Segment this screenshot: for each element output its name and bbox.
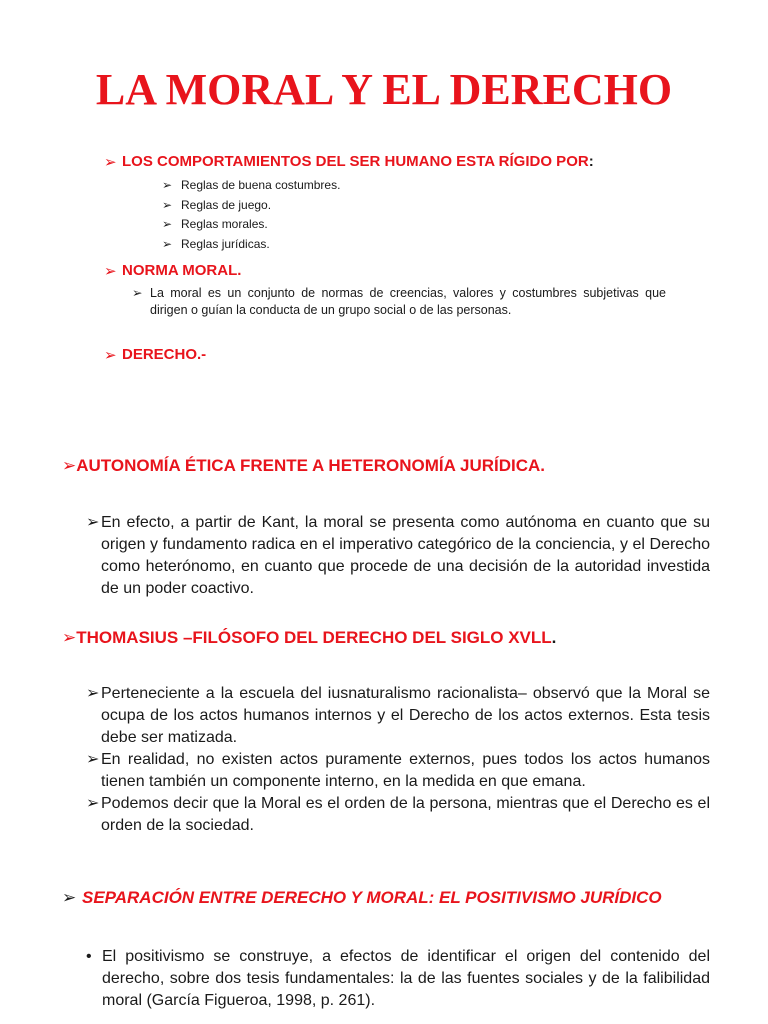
list-item	[162, 217, 340, 237]
paragraph-text: La moral es un conjunto de normas de creencias, valores y costumbres subjetivas que dirigen o guían la conducta de un grupo social o de las personas.	[150, 286, 666, 317]
list-item-text: Reglas de juego.	[181, 197, 272, 212]
list-item-text: En realidad, no existen actos puramente externos, pues todos los actos humanos tienen también un componente interno, en la medida en que emana.	[101, 751, 710, 790]
heading-text: SEPARACIÓN ENTRE DERECHO Y MORAL: EL POSITIVISMO JURÍDICO	[82, 888, 662, 907]
list-item	[162, 178, 340, 198]
section-heading-thomasius	[62, 628, 556, 648]
section-heading-derecho	[104, 346, 206, 364]
arrow-bullet-icon: ➢	[162, 236, 173, 251]
list-item-text: Perteneciente a la escuela del iusnaturalismo racionalista– observó que la Moral se ocupa de los actos humanos internos y el Derecho de los actos externos. Esta tesis debe ser matizada.	[101, 685, 710, 746]
positivismo-paragraph	[86, 946, 710, 1012]
arrow-bullet-icon: ➢	[162, 217, 173, 231]
list-item-text: Reglas morales.	[181, 217, 268, 231]
heading-text: AUTONOMÍA ÉTICA FRENTE A HETERONOMÍA JURÍDICA.	[76, 456, 546, 475]
heading-text: THOMASIUS –FILÓSOFO DEL DERECHO DEL SIGLO XVLL	[76, 628, 552, 647]
bullet-dot-icon: •	[86, 948, 92, 965]
arrow-bullet-icon: ➢	[104, 347, 117, 364]
list-item	[162, 198, 340, 218]
section-heading-norma-moral	[104, 262, 241, 280]
list-item-text: Reglas jurídicas.	[181, 236, 270, 251]
list-item	[162, 237, 340, 257]
section-heading-autonomia	[62, 456, 545, 476]
arrow-bullet-icon: ➢	[162, 197, 173, 212]
heading-text: NORMA MORAL.	[122, 262, 242, 279]
arrow-bullet-icon: ➢	[162, 178, 173, 192]
paragraph-text: En efecto, a partir de Kant, la moral se presenta como autónoma en cuanto que su origen y fundamento radica en el imperativo categórico de la conciencia, y el Derecho como heterónomo, en cuanto que procede de una decisión de la autoridad investida de un poder coactivo.	[101, 514, 710, 597]
norma-moral-paragraph	[132, 285, 666, 319]
list-item	[86, 683, 710, 749]
thomasius-list	[86, 683, 710, 837]
arrow-bullet-icon: ➢	[86, 795, 100, 812]
rules-list	[162, 178, 340, 256]
list-item	[86, 793, 710, 837]
arrow-bullet-icon: ➢	[104, 263, 117, 280]
list-item-text: Podemos decir que la Moral es el orden de la persona, mientras que el Derecho es el orden de la sociedad.	[101, 795, 710, 834]
heading-dot: .	[551, 628, 557, 647]
kant-paragraph	[86, 512, 710, 600]
section-heading-positivismo	[62, 888, 662, 908]
section-heading-comportamientos	[104, 153, 594, 171]
arrow-bullet-icon: ➢	[86, 685, 100, 702]
list-item	[86, 749, 710, 793]
arrow-bullet-icon: ➢	[104, 154, 117, 171]
list-item-text: Reglas de buena costumbres.	[181, 178, 341, 192]
page-title: LA MORAL Y EL DERECHO	[95, 65, 673, 114]
arrow-bullet-icon: ➢	[62, 888, 77, 907]
arrow-bullet-icon: ➢	[86, 751, 100, 768]
heading-text: LOS COMPORTAMIENTOS DEL SER HUMANO ESTA RÍGIDO POR	[122, 153, 589, 170]
arrow-bullet-icon: ➢	[62, 628, 77, 647]
heading-colon: :	[588, 153, 594, 170]
paragraph-text: El positivismo se construye, a efectos de identificar el origen del contenido del derecho, sobre dos tesis fundamentales: la de las fuentes sociales y de la falibilidad moral (García Figueroa, 1998, p. 261).	[102, 948, 710, 1009]
arrow-bullet-icon: ➢	[62, 456, 77, 475]
heading-text: DERECHO.-	[122, 346, 207, 363]
arrow-bullet-icon: ➢	[132, 286, 143, 300]
arrow-bullet-icon: ➢	[86, 514, 100, 531]
